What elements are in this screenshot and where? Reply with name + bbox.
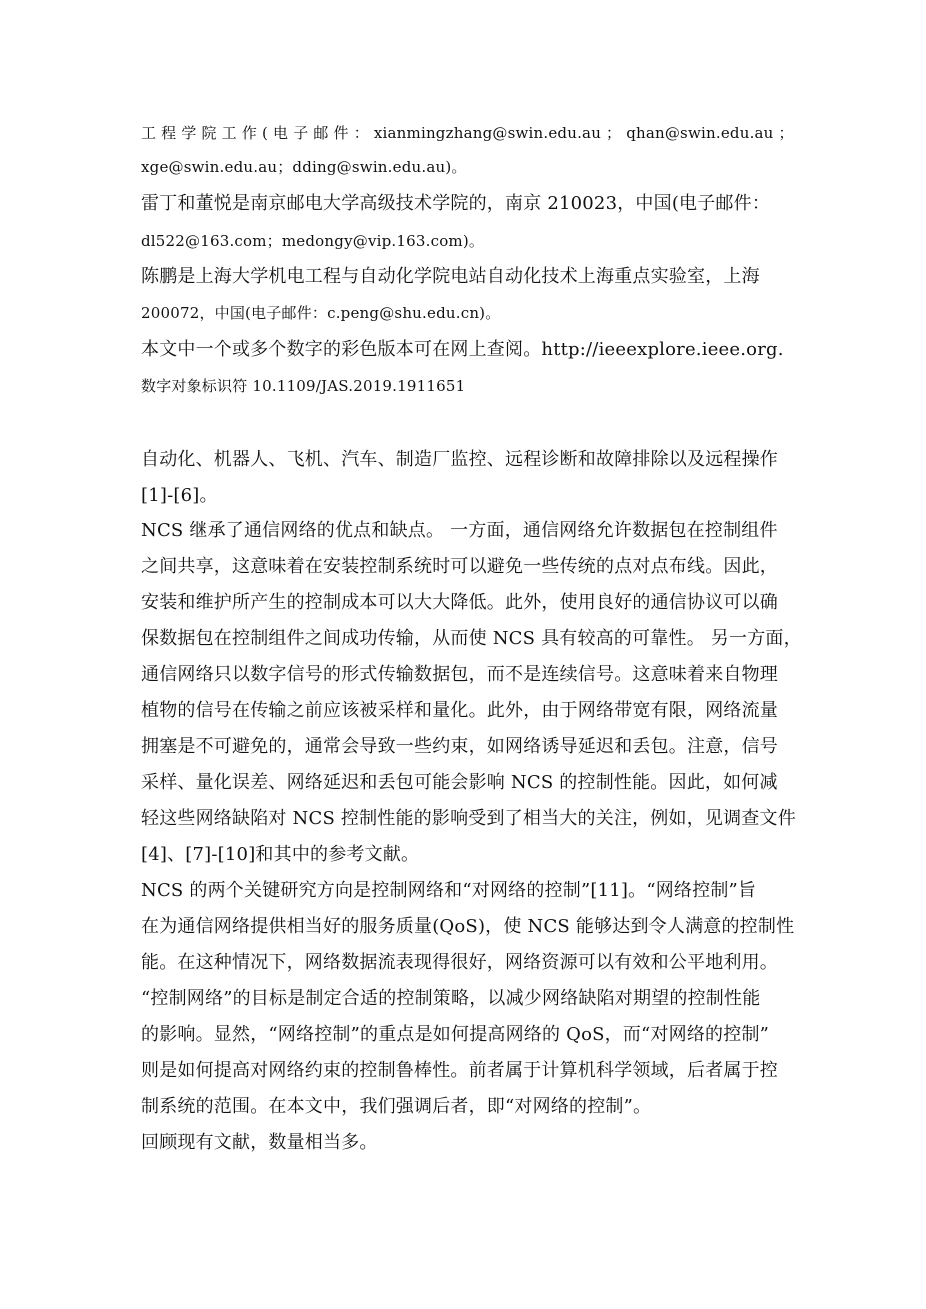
body-line: 能。在这种情况下，网络数据流表现得很好，网络资源可以有效和公平地利用。 bbox=[141, 952, 778, 973]
body-line: 自动化、机器人、飞机、汽车、制造厂监控、远程诊断和故障排除以及远程操作 bbox=[141, 449, 778, 470]
body-line: 回顾现有文献，数量相当多。 bbox=[141, 1132, 378, 1153]
body-line: 采样、量化误差、网络延迟和丢包可能会影响 NCS 的控制性能。因此，如何减 bbox=[141, 772, 778, 793]
body-line: “控制网络”的目标是制定合适的控制策略，以减少网络缺陷对期望的控制性能 bbox=[141, 988, 761, 1009]
body-line: 安装和维护所产生的控制成本可以大大降低。此外，使用良好的通信协议可以确 bbox=[141, 592, 778, 613]
body-line: 保数据包在控制组件之间成功传输，从而使 NCS 具有较高的可靠性。 另一方面， bbox=[141, 628, 802, 649]
body-line: 的影响。显然，“网络控制”的重点是如何提高网络的 QoS，而“对网络的控制” bbox=[141, 1024, 770, 1045]
body-line: 拥塞是不可避免的，通常会导致一些约束，如网络诱导延迟和丢包。注意，信号 bbox=[141, 736, 778, 757]
body-line: 通信网络只以数字信号的形式传输数据包，而不是连续信号。这意味着来自物理 bbox=[141, 664, 778, 685]
body-line: 植物的信号在传输之前应该被采样和量化。此外，由于网络带宽有限，网络流量 bbox=[141, 700, 778, 721]
body-line: 在为通信网络提供相当好的服务质量(QoS)，使 NCS 能够达到令人满意的控制性 bbox=[141, 916, 795, 937]
doi-line: 数字对象标识符 10.1109/JAS.2019.1911651 bbox=[141, 377, 466, 395]
body-line: [4]、[7]-[10]和其中的参考文献。 bbox=[141, 844, 420, 865]
body-line: NCS 继承了通信网络的优点和缺点。 一方面，通信网络允许数据包在控制组件 bbox=[141, 520, 778, 541]
footnote-line: 本文中一个或多个数字的彩色版本可在网上查阅。http://ieeexplore.ieee.org. bbox=[141, 339, 784, 360]
body-line: 轻这些网络缺陷对 NCS 控制性能的影响受到了相当大的关注，例如，见调查文件 bbox=[141, 808, 796, 829]
footnote-line: 陈鹏是上海大学机电工程与自动化学院电站自动化技术上海重点实验室，上海 bbox=[141, 266, 760, 287]
body-line: 则是如何提高对网络约束的控制鲁棒性。前者属于计算机科学领域，后者属于控 bbox=[141, 1060, 778, 1081]
body-line: NCS 的两个关键研究方向是控制网络和“对网络的控制”[11]。“网络控制”旨 bbox=[141, 880, 757, 901]
footnote-line: 200072，中国(电子邮件：c.peng@shu.edu.cn)。 bbox=[141, 304, 501, 322]
body-line: 制系统的范围。在本文中，我们强调后者，即“对网络的控制”。 bbox=[141, 1096, 652, 1117]
body-line: 之间共享，这意味着在安装控制系统时可以避免一些传统的点对点布线。因此， bbox=[141, 556, 778, 577]
body-line: [1]-[6]。 bbox=[141, 485, 218, 506]
footnote-line: 雷丁和董悦是南京邮电大学高级技术学院的，南京 210023，中国(电子邮件： bbox=[141, 193, 771, 214]
footnote-line: 工 程 学 院 工 作 ( 电 子 邮 件 ： xianmingzhang@swin.edu.au ； qhan@swin.edu.au ； bbox=[141, 124, 794, 142]
footnote-line: xge@swin.edu.au；dding@swin.edu.au)。 bbox=[141, 158, 467, 176]
footnote-line: dl522@163.com；medongy@vip.163.com)。 bbox=[141, 232, 485, 250]
